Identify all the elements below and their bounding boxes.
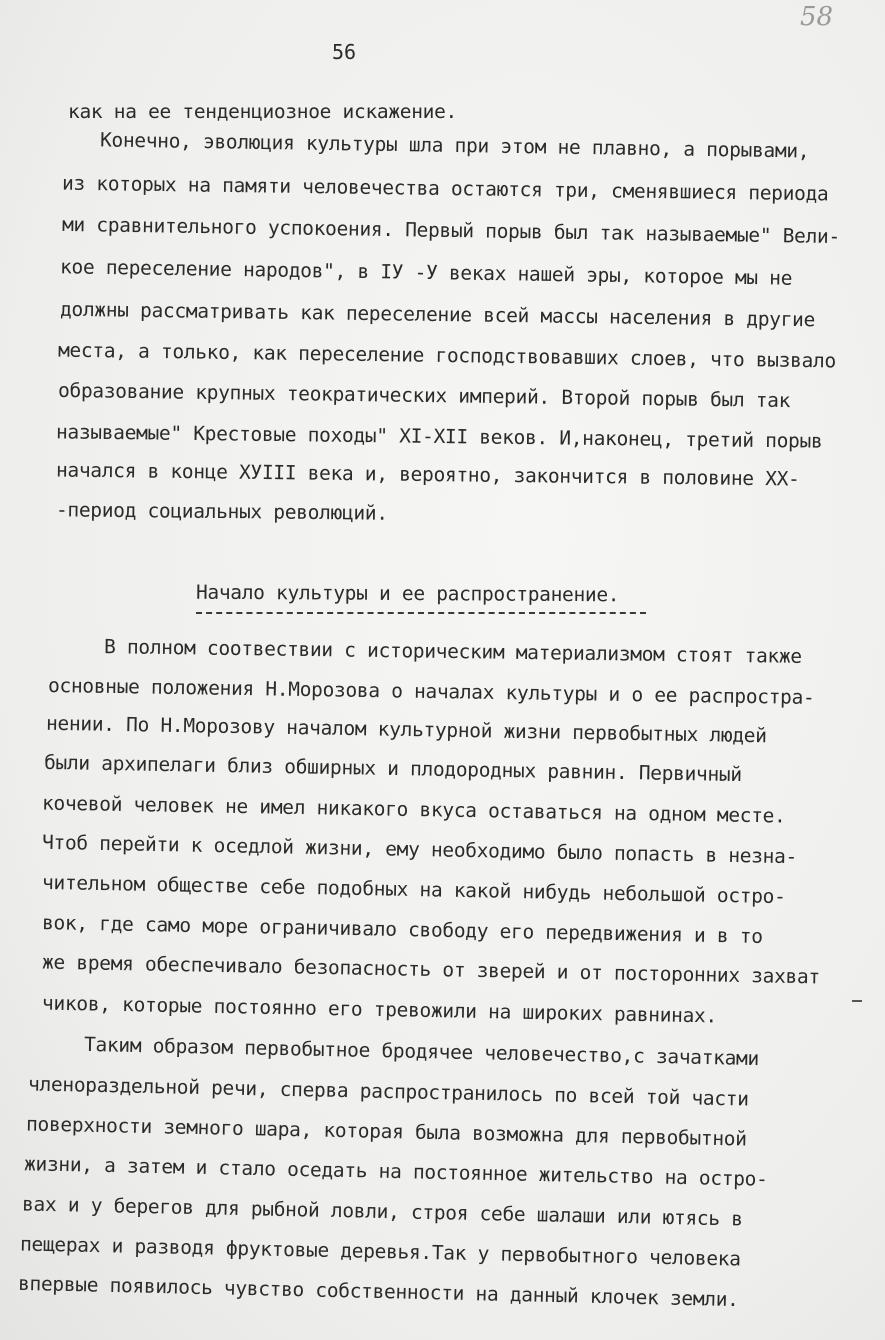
text-line: впервые появилось чувство собственности на данный клочек земли. xyxy=(17,1271,739,1312)
text-line: -период социальных революций. xyxy=(55,498,388,525)
text-line: чительном обществе себе подобных на какой нибудь небольшой остро- xyxy=(41,870,786,909)
text-line: поверхности земного шара, которая была возможна для первобытной xyxy=(25,1112,747,1151)
text-line: членораздельной речи, сперва распространилось по всей той части xyxy=(27,1072,749,1111)
text-line: называемые" Крестовые походы" XI-XII веков. И,наконец, третий порыв xyxy=(55,420,823,453)
margin-mark xyxy=(852,1000,862,1002)
text-line: были архипелаги близ обширных и плодородных равнин. Первичный xyxy=(43,750,742,787)
text-line: ми сравнительного успокоения. Первый порыв был так называемые" Вели- xyxy=(61,212,841,249)
text-line: должны рассматривать как переселение всей массы населения в другие xyxy=(59,297,816,332)
text-line: как на ее тенденциозное искажение. xyxy=(68,100,457,123)
text-line: вах и у берегов для рыбной ловли, строя себе шалаши или ютясь в xyxy=(21,1192,743,1231)
text-line: пещерах и разводя фруктовые деревья.Так у первобытного человека xyxy=(19,1232,741,1271)
text-line: жизни, а затем и стало оседать на постоянное жительство на остро- xyxy=(23,1152,768,1191)
text-line: же время обеспечивало безопасность от зверей и от посторонних захват xyxy=(41,950,821,989)
handwritten-page-number: 58 xyxy=(800,2,834,32)
text-line: нении. По Н.Морозову началом культурной жизни первобытных людей xyxy=(45,711,767,748)
text-line: кочевой человек не имел никакого вкуса оставаться на одном месте. xyxy=(41,791,786,828)
heading-underline xyxy=(196,612,646,614)
text-line: начался в конце XУIII века и, вероятно, закончится в половине XX- xyxy=(55,458,800,491)
text-line: Конечно, эволюция культуры шла при этом не плавно, а порывами, xyxy=(99,128,810,163)
text-line: кое переселение народов", в IУ -У веках нашей эры, которое мы не xyxy=(59,255,793,290)
text-line: вок, где само море ограничивало свободу его передвижения и в то xyxy=(41,911,763,948)
text-line: чиков, которые постоянно его тревожили на широких равнинах. xyxy=(41,991,718,1028)
text-line: основные положения Н.Морозова о началах культуры и о ее распростра- xyxy=(47,673,815,710)
text-line: места, а только, как переселение господствовавших слоев, что вызвало xyxy=(57,338,837,373)
text-line: В полном соотвествии с историческим материализмом стоят также xyxy=(103,635,802,668)
text-line: Чтоб перейти к оседлой жизни, ему необходимо было попасть в незна- xyxy=(41,830,798,869)
page-number: 56 xyxy=(332,40,357,64)
text-line: Таким образом первобытное бродячее человечество,с зачатками xyxy=(83,1032,760,1071)
text-line: из которых на памяти человечества остаются три, сменявшиеся периода xyxy=(61,171,829,206)
text-line: образование крупных теократических империй. Второй порыв был так xyxy=(57,378,791,413)
section-heading: Начало культуры и ее распространение. xyxy=(195,580,620,607)
